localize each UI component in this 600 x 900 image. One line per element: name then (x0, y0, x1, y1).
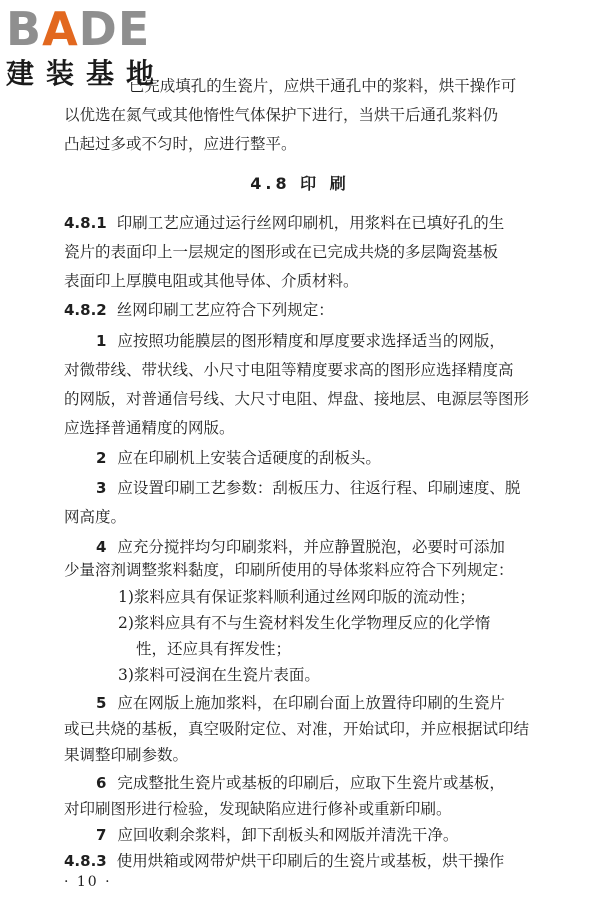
clause-4-7-3-line-1 (80, 72, 556, 100)
logo-letter-b: B (6, 2, 43, 56)
item-3-text-1: 应设置印刷工艺参数：刮板压力、往返行程、印刷速度、脱 (117, 479, 521, 497)
clause-4-8-1-text-1: 印刷工艺应通过运行丝网印刷机，用浆料在已填好孔的生 (116, 214, 505, 232)
item-5-text-1: 应在网版上施加浆料，在印刷台面上放置待印刷的生瓷片 (117, 694, 505, 712)
item-3-line-1 (96, 474, 556, 502)
item-4-sub-2a: 2)浆料应具有不与生瓷材料发生化学物理反应的化学惰 (118, 614, 491, 632)
item-6-number: 6 (96, 774, 107, 792)
item-4-line-2: 少量溶剂调整浆料黏度，印刷所使用的导体浆料应符合下列规定： (64, 561, 514, 579)
item-4-text-1: 应充分搅拌均匀印刷浆料，并应静置脱泡，必要时可添加 (117, 538, 505, 556)
item-1-line-4: 应选择普通精度的网版。 (64, 419, 235, 437)
item-7-line-1 (96, 821, 556, 849)
item-6-line-2: 对印刷图形进行检验，发现缺陷应进行修补或重新印刷。 (64, 800, 452, 818)
logo-letters-de: DE (78, 2, 151, 56)
item-5-line-1 (96, 689, 556, 717)
item-6-text-1: 完成整批生瓷片或基板的印刷后，应取下生瓷片或基板， (117, 774, 505, 792)
item-1-line-2: 对微带线、带状线、小尺寸电阻等精度要求高的图形应选择精度高 (64, 361, 514, 379)
item-1-line-1 (96, 327, 556, 355)
logo-subtitle: 建装基地 (6, 57, 167, 90)
item-7-number: 7 (96, 826, 107, 844)
item-7-text-1: 应回收剩余浆料，卸下刮板头和网版并清洗干净。 (112, 826, 459, 844)
clause-4-8-2-text: 丝网印刷工艺应符合下列规定： (116, 301, 334, 319)
clause-4-8-1-number: 4.8.1 (64, 214, 107, 232)
item-1-line-3: 的网版，对普通信号线、大尺寸电阻、焊盘、接地层、电源层等图形 (64, 390, 530, 408)
logo-letter-a: A (42, 2, 79, 56)
clause-4-8-1-line-2: 瓷片的表面印上一层规定的图形或在已完成共烧的多层陶瓷基板 (64, 243, 499, 261)
clause-4-8-1-line-3: 表面印上厚膜电阻或其他导体、介质材料。 (64, 272, 359, 290)
clause-4-8-2-line (64, 296, 556, 324)
item-5-number: 5 (96, 694, 107, 712)
item-2-text-1: 应在印刷机上安装合适硬度的刮板头。 (117, 449, 381, 467)
item-4-number: 4 (96, 538, 107, 556)
item-3-number: 3 (96, 479, 107, 497)
item-5-line-2: 或已共烧的基板，真空吸附定位、对准，开始试印，并应根据试印结 (64, 720, 530, 738)
item-4-sub-3: 3)浆料可浸润在生瓷片表面。 (118, 666, 320, 684)
page-number: · 10 · (64, 874, 112, 890)
clause-4-8-2-number: 4.8.2 (64, 301, 107, 319)
clause-4-7-3-line-2: 以优选在氮气或其他惰性气体保护下进行，当烘干后通孔浆料仍 (64, 106, 499, 124)
clause-4-8-3-line-1 (64, 847, 556, 875)
clause-4-8-3-text-1: 使用烘箱或网带炉烘干印刷后的生瓷片或基板，烘干操作 (116, 852, 505, 870)
clause-4-7-3-line-3: 凸起过多或不匀时，应进行整平。 (64, 135, 297, 153)
item-4-sub-1: 1)浆料应具有保证浆料顺利通过丝网印版的流动性； (118, 588, 475, 606)
section-heading: 4.8 印 刷 (250, 174, 350, 193)
logo-wordmark (6, 4, 186, 54)
item-2-number: 2 (96, 449, 107, 467)
item-2-line-1 (96, 444, 556, 472)
clause-4-7-3-text-1: 已完成填孔的生瓷片，应烘干通孔中的浆料，烘干操作可 (128, 77, 517, 95)
item-5-line-3: 果调整印刷参数。 (64, 746, 189, 764)
clause-4-8-1-line-1 (64, 209, 556, 237)
item-6-line-1 (96, 769, 556, 797)
item-4-sub-2b: 性，还应具有挥发性； (136, 640, 292, 658)
item-1-text-1: 应按照功能膜层的图形精度和厚度要求选择适当的网版， (117, 332, 505, 350)
clause-4-8-3-number: 4.8.3 (64, 852, 107, 870)
item-1-number: 1 (96, 332, 107, 350)
item-3-line-2: 网高度。 (64, 508, 127, 526)
